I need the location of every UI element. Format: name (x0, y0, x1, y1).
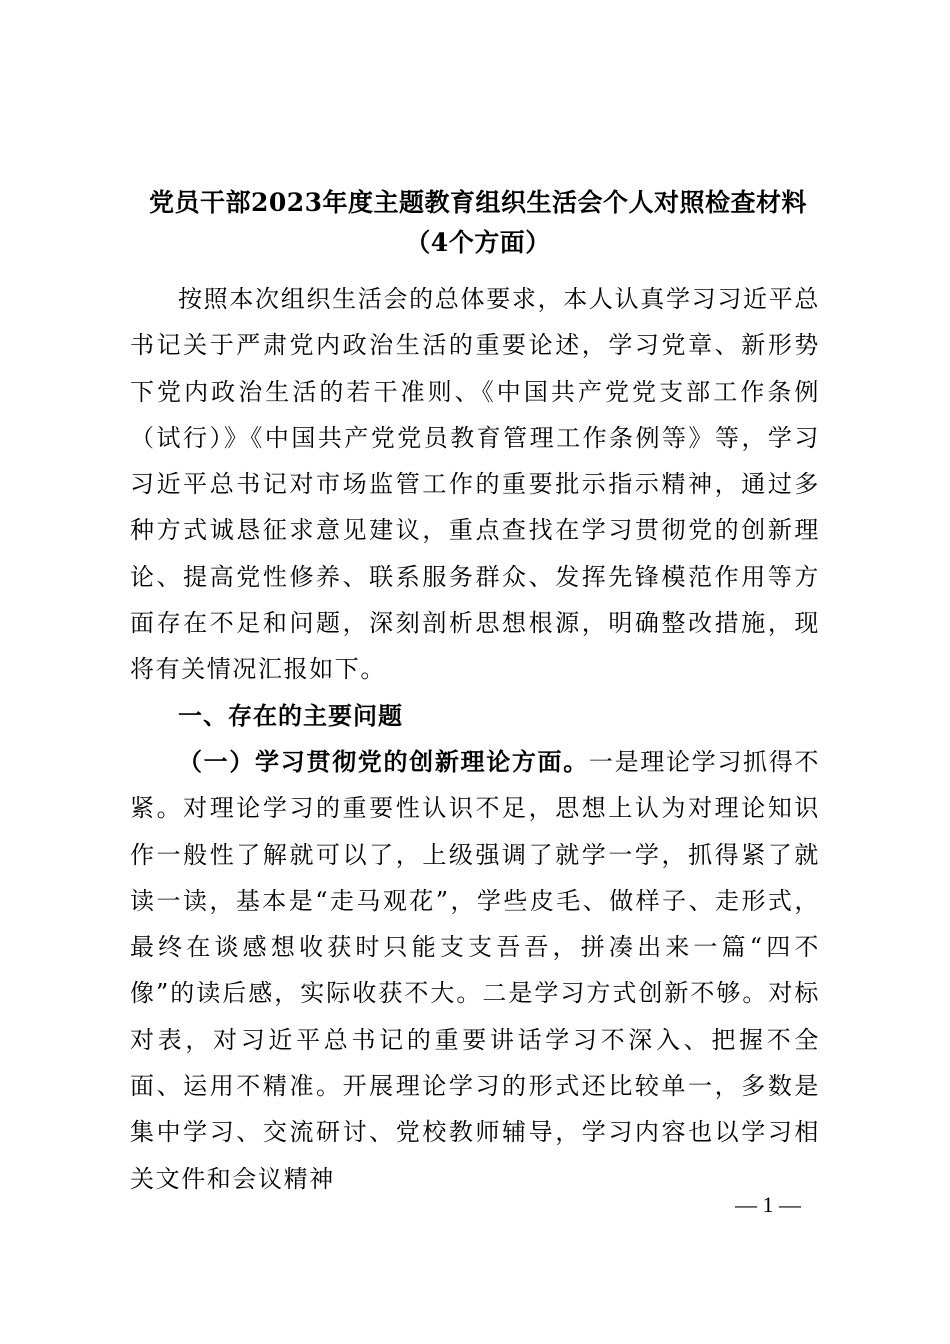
subsection-text: 一是理论学习抓得不紧。对理论学习的重要性认识不足，思想上认为对理论知识作一般性了解就可以了，上级强调了就学一学，抓得紧了就读一读，基本是“走马观花”，学些皮毛、做样子、走形式，最终在谈感想收获时只能支支吾吾，拼凑出来一篇“四不像”的读后感，实际收获不大。二是学习方式创新不够。对标对表，对习近平总书记的重要讲话学习不深入、把握不全面、运用不精准。开展理论学习的形式还比较单一，多数是集中学习、交流研讨、党校教师辅导，学习内容也以学习相关文件和会议精神 (130, 747, 820, 1193)
document-body (130, 276, 820, 1202)
intro-paragraph: 按照本次组织生活会的总体要求，本人认真学习习近平总书记关于严肃党内政治生活的重要论述，学习党章、新形势下党内政治生活的若干准则、《中国共产党党支部工作条例（试行）》《中国共产党党员教育管理工作条例等》等，学习习近平总书记对市场监管工作的重要批示指示精神，通过多种方式诚恳征求意见建议，重点查找在学习贯彻党的创新理论、提高党性修养、联系服务群众、发挥先锋模范作用等方面存在不足和问题，深刻剖析思想根源，明确整改措施，现将有关情况汇报如下。 (130, 285, 820, 684)
section-heading: 一、存在的主要问题 (178, 701, 403, 730)
subsection-paragraph (130, 739, 820, 1202)
subsection-heading: （一）学习贯彻党的创新理论方面。 (178, 746, 589, 776)
page-number: — 1 — (735, 1192, 801, 1217)
document-title: 党员干部2023年度主题教育组织生活会个人对照检查材料（4个方面） (148, 188, 808, 257)
